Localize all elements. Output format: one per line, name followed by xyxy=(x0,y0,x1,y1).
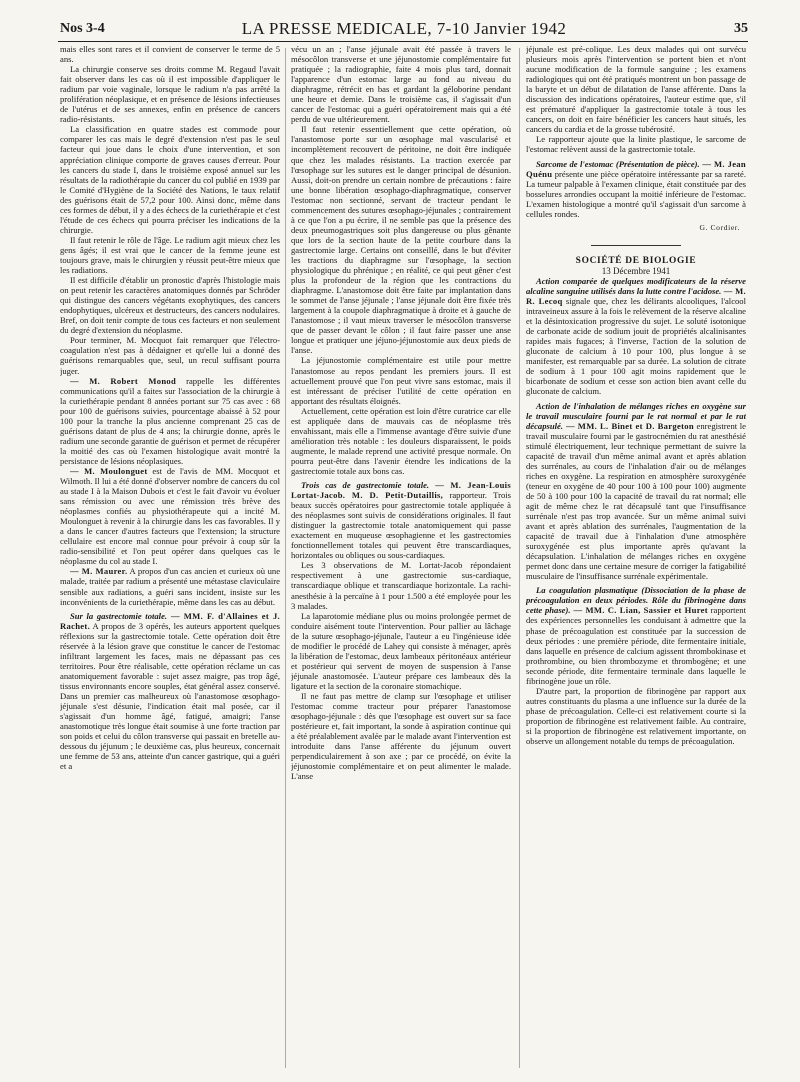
paragraph: Le rapporteur ajoute que la linite plastique, le sarcome de l'estomac relèvent aussi de la gastrectomie totale. xyxy=(526,134,746,155)
paragraph xyxy=(60,376,280,466)
paragraph-text: signale que, chez les délirants alcooliques, l'alcool intraveineux assure à la fois le relèvement de la réserve alcaline et la désintoxication progressive du sujet. Le soluté isotonique de carbonate acide de sodium jouit de propriétés alcalinisantes rapides mais fugaces; à l'inverse, l'action de la solution de gluconate de calcium à 10 pour 100, plus longue à se manifester, est remarquable par sa durée. La solution de citrate de sodium à 1 pour 100 agit moins rapidement que le bicarbonate de sodium et cesse son action bien avant celle du gluconate de calcium. xyxy=(526,296,746,397)
text-column-left xyxy=(60,44,280,1074)
section-title: Sarcome de l'estomac (Présentation de pièce). xyxy=(536,158,700,169)
paragraph: jéjunale est pré-colique. Les deux malades qui ont survécu plusieurs mois après l'intervention se portent bien et n'ont aucune modification de la formule sanguine ; les examens radiologiques qui ont été pratiqués montrent un bon passage de la baryte et un début de dilatation de l'anse afférente. Dans la discussion des indications opératoires, l'auteur estime que, s'il est prématuré d'appliquer la gastrectomie totale à tous les cancers, on doit en faire bénéficier les cancers haut situés, les cancers du cardia et de la grosse tubérosité. xyxy=(526,44,746,135)
session-date: 13 Décembre 1941 xyxy=(601,265,671,276)
section-title: La coagulation plasmatique (Dissociation de la phase de précoagulation en deux périodes. Rôle du fibrinogène dans cette phase). xyxy=(526,585,746,616)
paragraph-text: A propos de 3 opérés, les auteurs apportent quelques réflexions sur la gastrectomie totale. Cette opération doit être réservée à la lésion grave que constitue le cancer de l'estomac infiltrant largement les faces, mais ne dépassant pas ces territoires. Pour être réalisable, cette opération réclame un cas anatomiquement favorable : sujet assez maigre, pas trop âgé, tissus environnants encore souples, état général assez conservé. Dans un premier cas malheureux où l'anastomose œsophago-jéjunale s'est désunie, l'indication était mal posée, car il s'agissait d'un homme âgé, fatigué, amaigri; l'anse anastomotique très longue était soumise à une forte traction par son poids et celui du côlon transverse qui passait en bretelle au-dessous du jéjunum ; le deuxième cas, plus heureux, concernait une femme de 53 ans, atteinte d'un cancer gastrique, qui a guéri et a xyxy=(60,620,280,772)
text-column-middle xyxy=(291,44,511,1074)
section-divider xyxy=(591,245,681,246)
signature: G. Cordier. xyxy=(699,222,740,232)
paragraph-text: présente une pièce opératoire intéressante par sa rareté. La tumeur palpable à l'examen clinique, était constituée par des bosselures arrondies occupant la moitié inférieure de l'estomac. L'examen histologique a montré qu'il s'agissait d'un sarcome à cellules rondes. xyxy=(526,168,746,219)
paragraph-text: rappelle les différentes communications qu'il a faites sur l'association de la chirurgie à la curiethérapie pendant 8 années portant sur 75 cas avec : 68 pour 100 de guérisons suivies, pourcentage abaissé à 52 pour 100 pour la tranche la plus ancienne comprenant 25 cas de guérisons datant de plus de 4 ans; la chirurgie donne, après le radium une seconde garantie de guérison et permet de récupérer la moitié des cas où l'examen histologique avait montré la persistance de lésions néoplasiques. xyxy=(60,375,280,466)
paragraph-text: est de l'avis de MM. Mocquot et Wilmoth. Il lui a été donné d'observer nombre de cancers du col au stade I à la Maison Dubois et c'est le fait d'avoir vu évoluer sans rémission ou avec une rémission très brève des néoplasmes confiés au physiothérapeute qui a incité M. Moulonguet à revenir à la chirurgie dans les cas favorables. Il y a dans le cancer d'autres facteurs que l'extension; la structure cellulaire est encore mal connue pour prévoir à coup sûr la radio-sensibilité et l'on peut opérer dans quelques cas le néoplasme du col au stade I. xyxy=(60,465,280,567)
section-title: Action comparée de quelques modificateurs de la réserve alcaline sanguine utilisés dans la lutte contre l'acidose. xyxy=(526,275,746,296)
journal-title: LA PRESSE MEDICALE, xyxy=(241,19,433,38)
section-title: Sur la gastrectomie totale. xyxy=(70,610,168,621)
paragraph: vécu un an ; l'anse jéjunale avait été passée à travers le mésocôlon transverse et une jéjunostomie complémentaire fut pratiquée ; la radiographie, faite 4 mois plus tard, donnait l'apparence d'un estomac large au fond au niveau du diaphragme, rétrécit en bas et gardant la géloborine pendant une heure et demie. Dans le troisième cas, il s'agissait d'un cancer de l'estomac qui a guéri opératoirement mais qui a été perdu de vue ultérieurement. xyxy=(291,44,511,125)
paragraph: Il ne faut pas mettre de clamp sur l'œsophage et utiliser l'estomac comme tracteur pour préparer l'anastomose œsophago-jéjunale : dès que l'œsophage est ouvert sur sa face postérieure et, fait important, la sonde à aspiration continue qui a été préalablement avalée par le malade avant l'intervention est introduite dans l'anse afférente du jéjunum ouvert perpendiculairement à son axe ; par ce procédé, on évite la jéjunostomie complémentaire et on peut alimenter le malade. L'anse xyxy=(291,691,511,782)
society-heading: SOCIÉTÉ DE BIOLOGIE xyxy=(575,255,697,266)
section-title: Action de l'inhalation de mélanges riches en oxygène sur le travail musculaire fourni par le rat normal et par le rat décapsulé. xyxy=(526,400,746,431)
paragraph-text: rapportent des expériences personnelles les conduisant à admettre que la phase de précoagulation est constituée par la succession de deux périodes : une première période, dite fermentaire initiale, dans laquelle en présence de calcium agissent thrombokinase et prothrombine, ou bien thrombozyme et thrombogène; et une seconde période, dite fermentaire terminale dans laquelle le fibrinogène joue un rôle. xyxy=(526,605,746,686)
issue-number: Nos 3-4 xyxy=(60,21,105,36)
page-header xyxy=(60,19,748,41)
paragraph: D'autre part, la proportion de fibrinogène par rapport aux autres constituants du plasma a une influence sur la durée de la phase de précoagulation. Celle-ci est relativement courte si la proportion de fibrinogène est relativement faible. Au contraire, si la proportion de fibrinogène est relativement importante, on observe un allongement notable du temps de précoagulation. xyxy=(526,685,746,747)
issue-date: 7-10 Janvier 1942 xyxy=(436,19,567,38)
author-names: — M. Jean-Louis Lortat-Jacob. M. D. Petit-Dutaillis, xyxy=(291,480,511,501)
header-rule xyxy=(58,41,748,42)
paragraph: Actuellement, cette opération est loin d'être curatrice car elle est appliquée dans de mauvais cas de néoplasme très envahissant, mais elle a l'immense avantage d'être suivie d'une amélioration très notable : les douleurs disparaissent, le poids augmente, le malade reprend une activité presque normale. On pourra peut-être dans l'avenir étendre les indications de la gastrectomie totale aux bons cas. xyxy=(291,405,511,476)
paragraph: Il est difficile d'établir un pronostic d'après l'histologie mais on peut retenir les caractères anatomiques donnés par Schröder qui distingue des cancers végétants exophytiques, des cancers endophytiques, ulcéreux et destructeurs, des cancers nodulaires. Bref, on doit tenir compte de tous ces facteurs et non seulement du degré d'extension du néoplasme. xyxy=(60,275,280,336)
page-number: 35 xyxy=(734,21,748,36)
paragraph: Il faut retenir le rôle de l'âge. Le radium agit mieux chez les gens âgés; il est vrai que le cancer de la femme jeune est toujours grave, mais le chirurgien y réussit peut-être mieux que les radiations. xyxy=(60,234,280,276)
section-title: Trois cas de gastrectomie totale. xyxy=(301,480,430,491)
paragraph: La chirurgie conserve ses droits comme M. Regaud l'avait fait observer dans les cas où il est impossible d'appliquer le radium par voie vaginale, lorsque le radium n'a pas arrêté la prolifération néoplasique, et en présence de lésions infectieuses de l'utérus et de ses annexes, enfin en présence de cancers radio-résistants. xyxy=(60,64,280,125)
speaker-name: — M. Maurer. xyxy=(70,566,128,577)
paragraph: Il faut retenir essentiellement que cette opération, où l'anastomose porte sur un œsophage mal vascularisé et incomplètement recouvert de péritoine, ne doit être indiquée que chez les malades résistants. La traction exercée par l'œsophage sur les sutures est le danger principal de désunion. Aussi, doit-on prendre un certain nombre de précautions : faire une bonne libération œsophago-diaphragmatique, conserver l'estomac non sectionné, servant de tracteur pendant le commencement des sutures œsophago-jéjunales ; contrairement à ce que l'on a pu écrire, il ne semble pas que la présence des deux pneumogastriques soit plus dangereuse ou plus gênante que lors de la section haute de la petite courbure dans la gastrectomie large. Certains ont conseillé, dans le but d'éviter les tractions du diaphragme sur l'œsophage, la section physiologique du phrénique ; en réalité, ce qui peut gêner c'est plus la profondeur de la région que les contractions du diaphragme. L'anastomose doit être faite par implantation dans le sommet de l'anse jéjunale ; l'anse jéjunale doit être fixée très largement à la coupole diaphragmatique à droite et à gauche de l'anastomose ; il vaut mieux traverser le mésocôlon transverse que de passer devant le côlon ; il faut faire passer une anse longue et pratiquer une jéjuno-jéjunostomie aux deux pieds de l'anse. xyxy=(291,124,511,356)
paragraph: La laparotomie médiane plus ou moins prolongée permet de conduire aisément toute l'intervention. Pour pallier au lâchage de la suture œsophago-jéjunale, l'auteur a eu l'ingénieuse idée de modifier le procédé de Lahey qui consiste à ménager, après la libération de l'estomac, deux lambeaux péritonéaux antérieur et postérieur qui servent de moyen de suspension à l'anse jéjunale anastomosée. L'auteur prépare ces lambeaux dès la ligature et la section de la coronaire stomachique. xyxy=(291,610,511,691)
speaker-name: — M. Moulonguet xyxy=(70,465,148,476)
paragraph xyxy=(60,566,280,606)
paragraph xyxy=(291,480,511,560)
paragraph xyxy=(526,159,746,219)
speaker-name: — M. Robert Monod xyxy=(70,375,177,386)
paragraph xyxy=(60,611,280,772)
paragraph xyxy=(526,276,746,397)
paragraph: Les 3 observations de M. Lortat-Jacob répondaient respectivement à une gastrectomie sus-cardiaque, transcardiaque oblique et transcardiaque horizontale. La rachi-anesthésie à la percaïne à 1 pour 1.500 a été employée pour les 3 malades. xyxy=(291,560,511,611)
author-names: — MM. L. Binet et D. Bargeton xyxy=(563,420,694,431)
paragraph xyxy=(526,585,746,685)
paragraph: mais elles sont rares et il convient de conserver le terme de 5 ans. xyxy=(60,44,280,65)
text-column-right xyxy=(526,44,746,1074)
author-names: — M. R. Lecoq xyxy=(526,285,746,307)
author-names: — MM. F. d'Allaines et J. Rachet. xyxy=(60,610,280,631)
column-divider xyxy=(285,48,286,1068)
paragraph: Pour terminer, M. Mocquot fait remarquer que l'électro-coagulation n'est pas à dédaigner et qu'elle lui a donné des guérisons remarquables que, seul, un recul suffisant pourra juger. xyxy=(60,335,280,376)
paragraph-text: enregistrent le travail musculaire fourni par le gastrocnémien du rat anesthésié stimulé électriquement, leur technique permettant de suivre la capacité de travail d'un même animal avant et après ablation des surrénales, au cours de l'inhalation d'air ou de mélanges riches en oxygène. La respiration en atmosphère suroxygénée (teneur en oxygène de 40 pour 100 à 100 pour 100) augmente de 50 à 100 pour 100 la capacité de travail du rat normal; elle agit de même chez le rat décapsulé tant que l'insuffisance surrénale n'est pas trop avancée. Sur un même animal suivi avant et après ablation des surrénales, l'augmentation de la capacité de travail due à l'inhalation d'une atmosphère suroxygénée est plus importante après qu'avant la décapsulation. L'inhalation de mélanges riches en oxygène permet donc dans une certaine mesure de corriger la fatigabilité musculaire de l'insuffisance surrénale expérimentale. xyxy=(526,420,746,582)
paragraph xyxy=(526,401,746,582)
author-names: — MM. C. Lian, Sassier et Huret xyxy=(570,605,708,616)
paragraph: La classification en quatre stades est commode pour comparer les cas mais le degré d'extension n'est pas le seul facteur qui joue dans le choix d'une intervention, et son appréciation clinique comporte de graves causes d'erreur. Pour les cancers du stade I, dans le troisième exposé annuel sur les résultats de la radiothérapie du cancer du col publié en 1939 par le Comité d'Hygiène de la Société des Nations, le taux relatif des guérisons était de 57,2 pour 100. Ainsi donc, même dans ces formes de début, il y a des échecs de la curiethérapie et c'est l'étude de ces échecs qui pourra préciser les indications de la chirurgie. xyxy=(60,124,280,235)
column-divider xyxy=(519,48,520,1068)
paragraph-text: rapporteur. Trois beaux succès opératoires pour gastrectomie totale appliquée à des néoplasmes sont suivis de considérations originales. Il faut distinguer la gastrectomie totale anatomiquement qui passe exactement en muqueuse œsophagienne et les gastrectomies fonctionnellement totales qui peuvent être transcardiaques, horizontales ou obliques ou sous-cardiaques. xyxy=(291,490,511,561)
paragraph xyxy=(60,466,280,566)
journal-masthead xyxy=(60,19,748,39)
paragraph: La jéjunostomie complémentaire est utile pour mettre l'anastomose au repos pendant les premiers jours. Il est actuellement prouvé que l'on peut vivre sans estomac, mais il est intéressant de préciser l'utilité de cette opération en apportant des résultats éloignés. xyxy=(291,355,511,406)
paragraph-text: A propos d'un cas ancien et curieux où une malade, traitée par radium a présenté une métastase claviculaire sensible aux radiations, a guéri sans incident, insiste sur les inconvénients de la curiethérapie, même dans les cas au début. xyxy=(60,566,280,607)
author-names: — M. Jean Quénu xyxy=(526,158,746,179)
